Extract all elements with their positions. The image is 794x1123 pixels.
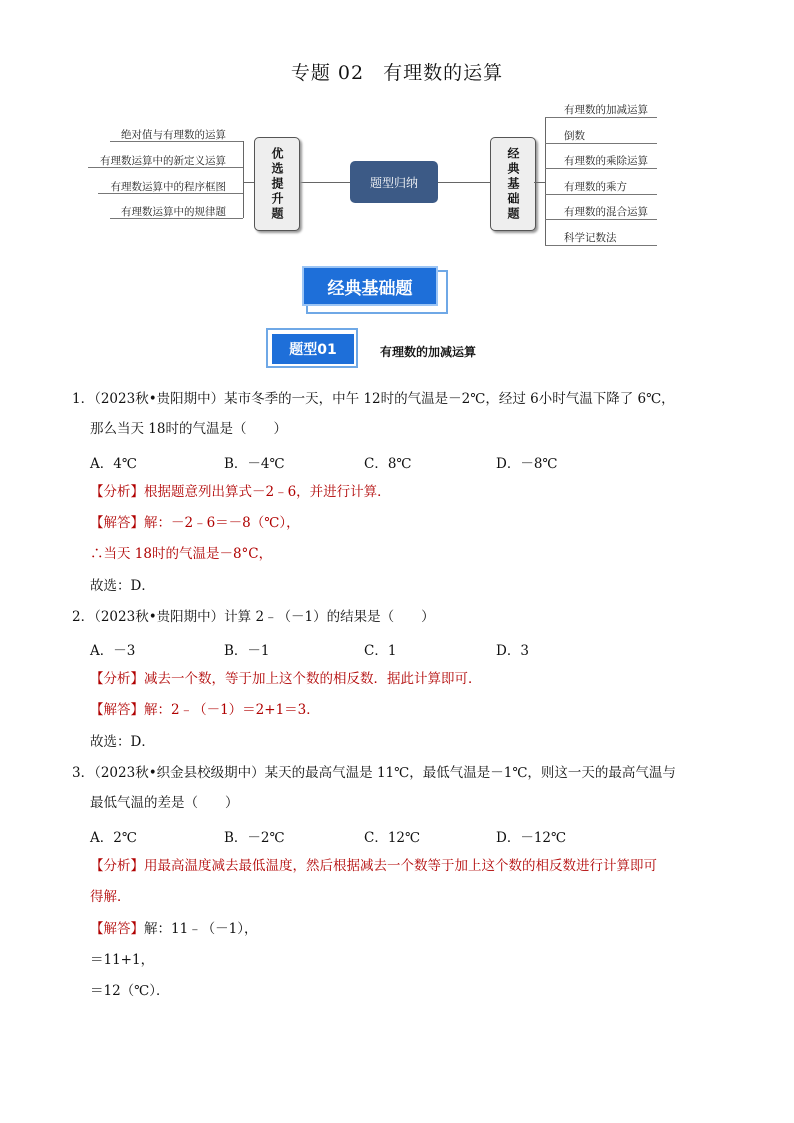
analysis: 【分析】减去一个数，等于加上这个数的相反数．据此计算即可．: [90, 671, 482, 687]
question-stem: 2．（2023秋•贵阳期中）计算 2﹣（－1）的结果是（ ）: [72, 609, 435, 625]
answer: [90, 514, 300, 532]
question-stem: 最低气温的差是（ ）: [90, 795, 239, 811]
option-d: D．－12℃: [496, 830, 567, 846]
leaf-underline: [545, 168, 657, 169]
question-stem: 3．（2023秋•织金县校级期中）某天的最高气温是 11℃，最低气温是－1℃，则这一天的最高气温与: [72, 765, 676, 781]
title-prefix: 专题 02: [290, 62, 365, 84]
choice: 故选：D．: [90, 578, 155, 594]
left-leaf: 有理数运算中的程序框图: [110, 181, 226, 193]
leaf-underline: [545, 194, 657, 195]
answer-step: ＝12（℃）．: [90, 983, 170, 999]
left-leaf: 有理数运算中的规律题: [121, 206, 226, 218]
right-leaf: 倒数: [564, 130, 585, 142]
right-leaf: 有理数的乘除运算: [564, 155, 648, 167]
option-d: D．3: [496, 643, 529, 659]
analysis: 【分析】根据题意列出算式－2﹣6，并进行计算．: [90, 484, 391, 500]
branch-line: [243, 141, 244, 218]
option-a: A．2℃: [90, 830, 137, 846]
banner-label: 经典基础题: [302, 266, 438, 306]
option-c: C．1: [364, 643, 397, 659]
right-leaf: 有理数的加减运算: [564, 104, 648, 116]
answer-text: 解：－2﹣6＝－8（℃），: [144, 515, 300, 531]
answer-text: 解：11﹣（－1），: [144, 921, 258, 937]
left-leaf: 有理数运算中的新定义运算: [100, 155, 226, 167]
branch-line: [243, 182, 254, 183]
answer-label: 【解答】: [90, 921, 144, 937]
answer: [90, 920, 258, 938]
question-stem: 那么当天 18时的气温是（ ）: [90, 421, 287, 437]
right-leaf: 科学记数法: [564, 232, 617, 244]
question-stem: 1．（2023秋•贵阳期中）某市冬季的一天，中午 12时的气温是－2℃，经过 6小时气温下降了 6℃，: [72, 391, 675, 407]
type-title: 有理数的加减运算: [380, 345, 477, 359]
option-b: B．－4℃: [224, 456, 285, 472]
title-main: 有理数的运算: [383, 62, 504, 84]
leaf-underline: [545, 245, 657, 246]
center-node: 题型归纳: [350, 161, 438, 203]
answer-label: 【解答】: [90, 702, 144, 718]
option-b: B．－2℃: [224, 830, 285, 846]
answer-text: 解：2﹣（－1）＝2+1＝3．: [144, 702, 320, 718]
type-banner-label: 题型01: [272, 334, 354, 364]
leaf-underline: [545, 219, 657, 220]
analysis: 【分析】用最高温度减去最低温度，然后根据减去一个数等于加上这个数的相反数进行计算即可: [90, 858, 657, 874]
analysis-cont: 得解．: [90, 889, 131, 905]
section-banner: [302, 266, 442, 310]
option-b: B．－1: [224, 643, 270, 659]
right-leaf: 有理数的乘方: [564, 181, 627, 193]
connector: [298, 182, 350, 183]
branch-line: [545, 117, 546, 245]
type-banner: [266, 328, 358, 368]
option-c: C．8℃: [364, 456, 412, 472]
option-c: C．12℃: [364, 830, 421, 846]
leaf-underline: [545, 143, 657, 144]
page-title: [0, 58, 794, 85]
option-a: A．－3: [90, 643, 136, 659]
option-a: A．4℃: [90, 456, 137, 472]
option-d: D．－8℃: [496, 456, 558, 472]
answer-line: ∴当天 18时的气温是－8°C，: [90, 546, 273, 562]
answer: [90, 701, 320, 719]
answer-label: 【解答】: [90, 515, 144, 531]
left-category-box: 优选提升题: [254, 137, 300, 231]
branch-line: [534, 182, 545, 183]
choice: 故选：D．: [90, 734, 155, 750]
answer-step: ＝11+1，: [90, 952, 155, 968]
left-leaf: 绝对值与有理数的运算: [121, 129, 226, 141]
connector: [438, 182, 490, 183]
right-leaf: 有理数的混合运算: [564, 206, 648, 218]
right-category-box: 经典基础题: [490, 137, 536, 231]
leaf-underline: [545, 117, 657, 118]
